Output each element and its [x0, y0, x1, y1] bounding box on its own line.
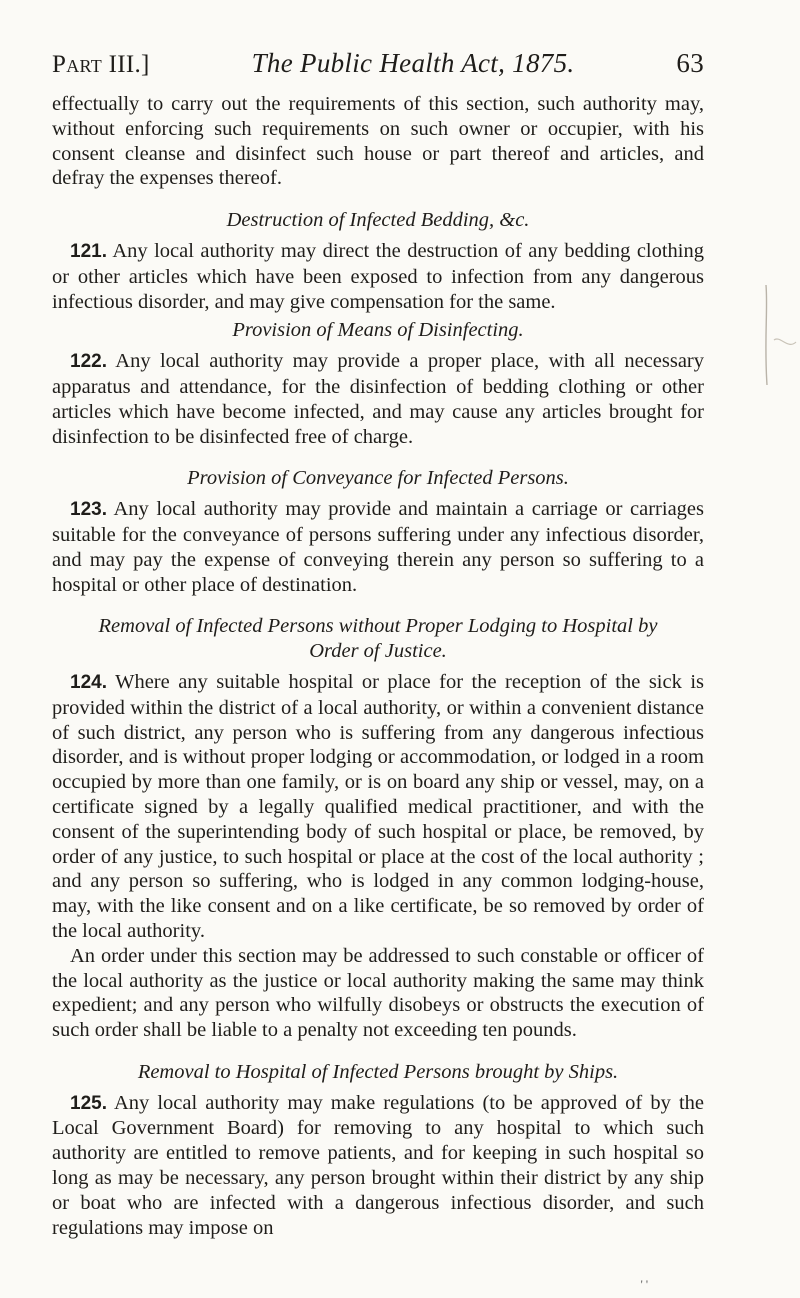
- section-122-text: Any local authority may provide a proper place, with all necessary apparatus and attendance, for the disinfection of bedding clothing or other articles which have become infected, and may cause any articles brought for disinfection to be disinfected free of charge.: [52, 350, 704, 448]
- section-121-text: Any local authority may direct the destruction of any bedding clothing or other articles which have been exposed to infection from any dangerous infectious disorder, and may give compensation for the same.: [52, 239, 704, 313]
- page-body: [52, 92, 704, 1240]
- section-number: 122.: [70, 351, 107, 373]
- section-122-heading: Provision of Means of Disinfecting.: [232, 319, 524, 342]
- part-label: Part III.]: [52, 51, 150, 78]
- intro-paragraph: effectually to carry out the requirements of this section, such authority may, without enforcing such requirements on such owner or occupier, with his consent cleanse and disinfect such house or part thereof and articles, and defray the expenses thereof.: [52, 93, 704, 190]
- section-125-heading: Removal to Hospital of Infected Persons brought by Ships.: [137, 1060, 619, 1083]
- section-123-heading: Provision of Conveyance for Infected Persons.: [187, 467, 569, 490]
- section-124-paragraph-2: An order under this section may be addressed to such constable or officer of the local authority as the justice or local authority making the same may think expedient; and any person who wilfully disobeys or obstructs the execution of such order shall be liable to a penalty not exceeding ten pounds.: [52, 944, 704, 1042]
- section-number: 123.: [70, 499, 107, 521]
- section-124-heading: Removal of Infected Persons without Proper Lodging to Hospital by Order of Justice.: [98, 615, 658, 663]
- footer-mark: ' ': [640, 1277, 648, 1291]
- section-number: 125.: [70, 1092, 107, 1114]
- section-124-paragraph: [52, 670, 704, 944]
- section-121-paragraph: [52, 239, 704, 314]
- section-number: 124.: [70, 671, 107, 693]
- page-number: 63: [676, 48, 704, 78]
- section-number: 121.: [70, 240, 107, 262]
- section-121-heading: Destruction of Infected Bedding, &c.: [226, 209, 530, 232]
- running-title: The Public Health Act, 1875.: [251, 48, 575, 78]
- section-125-text: Any local authority may make regulations (to be approved of by the Local Government Board) for removing to any hospital to which such authority are entitled to remove patients, and for keeping in such hospital so long as may be necessary, any person brought within their district by any ship or boat who are infected with a dangerous infectious disorder, and such regulations may impose on: [52, 1091, 704, 1239]
- section-123-paragraph: [52, 497, 704, 597]
- section-123-text: Any local authority may provide and maintain a carriage or carriages suitable for the conveyance of persons suffering under any infectious disorder, and may pay the expense of conveying therein any person so suffering to a hospital or other place of destination.: [52, 498, 704, 596]
- bleed-through-mark: [760, 280, 800, 390]
- section-125-paragraph: [52, 1091, 704, 1241]
- section-124-text: Where any suitable hospital or place for the reception of the sick is provided within the district of a local authority, or within a convenient distance of such district, any person who is suffering from any dangerous infectious disorder, and is without proper lodging or accommodation, or lodged in a room occupied by more than one family, or is on board any ship or vessel, may, on a certificate signed by a legally qualified medical practitioner, and with the consent of the superintending body of such hospital or place, be removed, by order of any justice, to such hospital or place at the cost of the local authority ; and any person so suffering, who is lodged in any common lodging-house, may, with the like consent and on a like certificate, be so removed by order of the local authority.: [52, 670, 704, 942]
- running-header: [52, 48, 704, 79]
- section-122-paragraph: [52, 349, 704, 449]
